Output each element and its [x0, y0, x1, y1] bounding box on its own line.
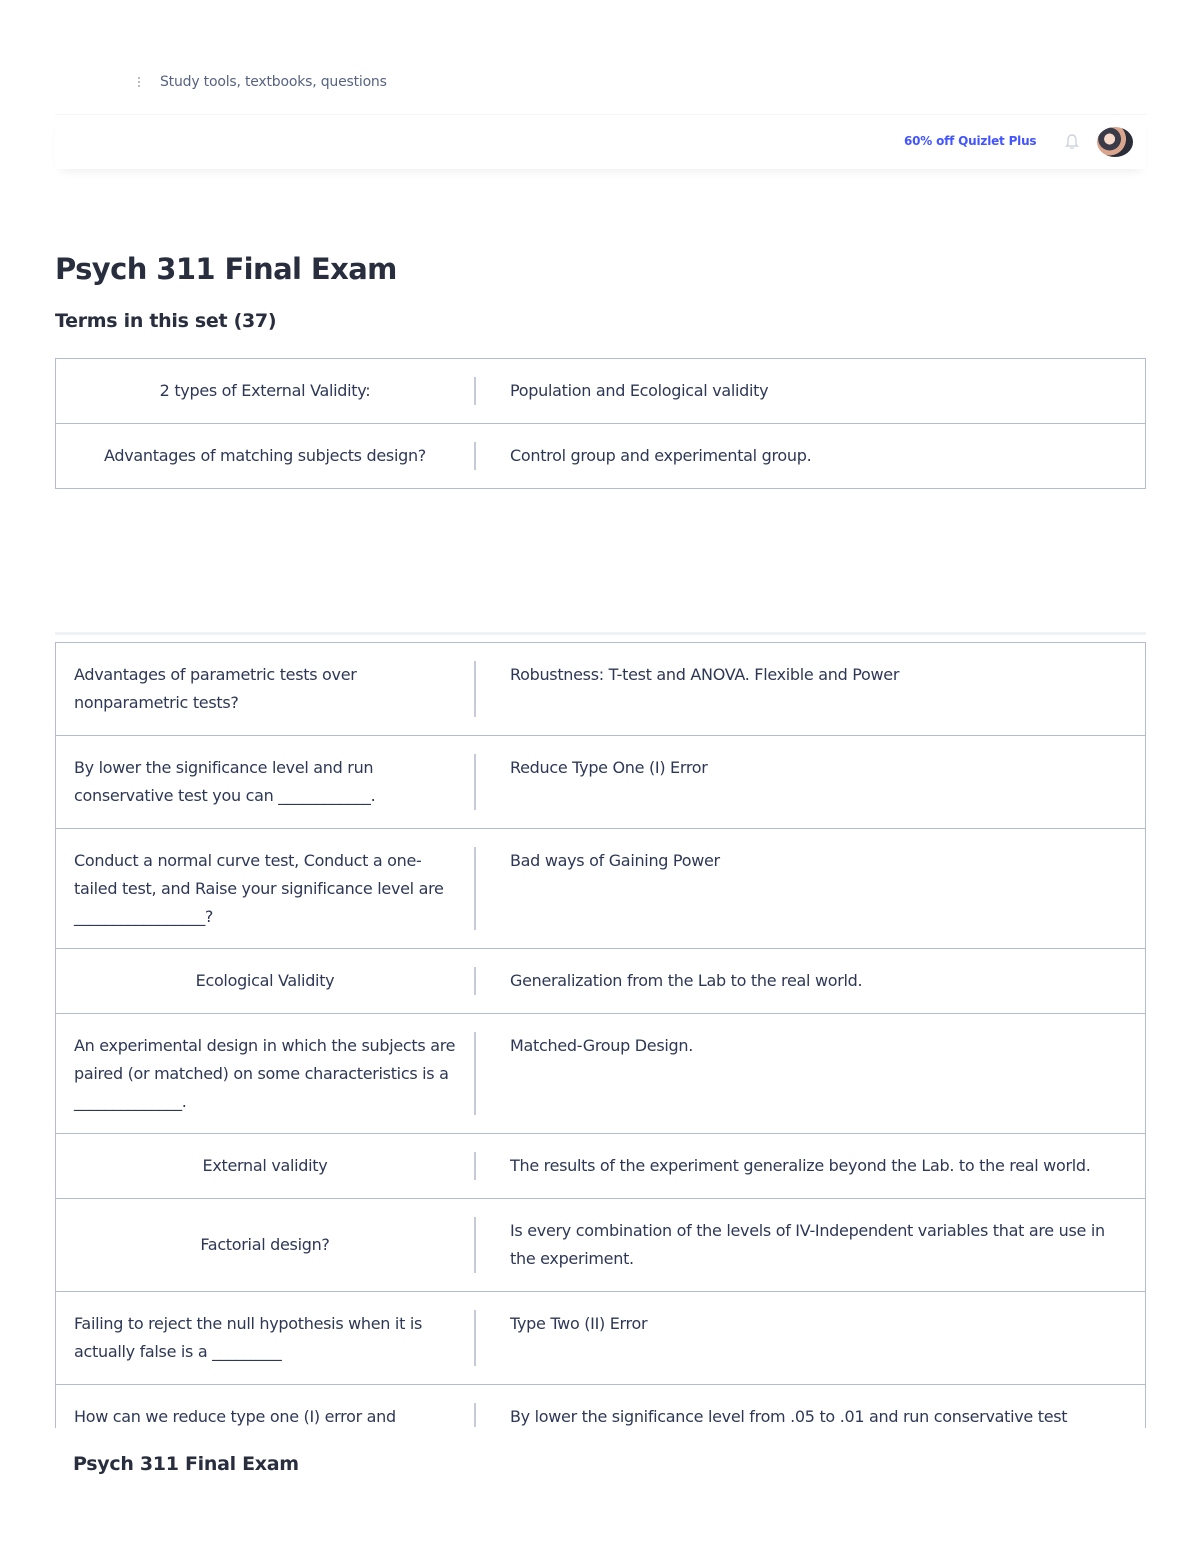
definition-text: The results of the experiment generalize beyond the Lab. to the real world.: [510, 1156, 1091, 1175]
definition-text: Population and Ecological validity: [510, 381, 769, 400]
search-placeholder: Study tools, textbooks, questions: [160, 74, 387, 90]
term-text: External validity: [202, 1156, 328, 1175]
search-bar[interactable]: [136, 70, 387, 94]
terms-table-main: [55, 642, 1146, 1428]
definition-text: Type Two (II) Error: [510, 1314, 648, 1333]
definition-text: Matched-Group Design.: [510, 1036, 694, 1055]
definition-text: Bad ways of Gaining Power: [510, 851, 720, 870]
term-card: [56, 949, 1145, 1014]
term-card: [56, 1014, 1145, 1134]
terms-table-top: [55, 358, 1146, 489]
definition-text: Reduce Type One (I) Error: [510, 758, 708, 777]
top-header: [55, 114, 1146, 169]
term-card: [56, 359, 1145, 424]
definition-text: Is every combination of the levels of IV-Independent variables that are use in the experiment.: [510, 1221, 1105, 1268]
term-card: [56, 424, 1145, 489]
definition-text: Control group and experimental group.: [510, 446, 812, 465]
user-avatar[interactable]: [1097, 127, 1133, 157]
page-title: Psych 311 Final Exam: [55, 252, 397, 286]
term-text: Advantages of parametric tests over nonparametric tests?: [74, 665, 357, 712]
term-text: Advantages of matching subjects design?: [104, 446, 426, 465]
term-text: Conduct a normal curve test, Conduct a one-tailed test, and Raise your significance level are _________________?: [74, 851, 444, 926]
terms-count-heading: Terms in this set (37): [55, 310, 277, 332]
search-icon: [136, 75, 148, 89]
section-divider: [55, 632, 1146, 635]
term-card: [56, 736, 1145, 829]
term-text: 2 types of External Validity:: [159, 381, 371, 400]
term-card: [56, 643, 1145, 736]
term-card: [56, 1134, 1145, 1199]
term-text: How can we reduce type one (I) error and: [74, 1407, 396, 1426]
term-card: [56, 1199, 1145, 1292]
upgrade-promo-link[interactable]: 60% off Quizlet Plus: [904, 134, 1037, 148]
term-text: An experimental design in which the subjects are paired (or matched) on some characteristics is a ______________.: [74, 1036, 456, 1111]
definition-text: Robustness: T-test and ANOVA. Flexible and Power: [510, 665, 900, 684]
term-text: Factorial design?: [200, 1235, 330, 1254]
term-text: By lower the significance level and run conservative test you can ____________.: [74, 758, 376, 805]
term-card: [56, 1385, 1145, 1428]
definition-text: Generalization from the Lab to the real world.: [510, 971, 863, 990]
term-card: [56, 829, 1145, 949]
term-text: Ecological Validity: [195, 971, 335, 990]
notification-bell-icon[interactable]: [1065, 134, 1079, 150]
term-text: Failing to reject the null hypothesis when it is actually false is a _________: [74, 1314, 423, 1361]
term-card: [56, 1292, 1145, 1385]
footer-title: Psych 311 Final Exam: [73, 1453, 299, 1475]
definition-text: By lower the significance level from .05 to .01 and run conservative test: [510, 1407, 1068, 1426]
